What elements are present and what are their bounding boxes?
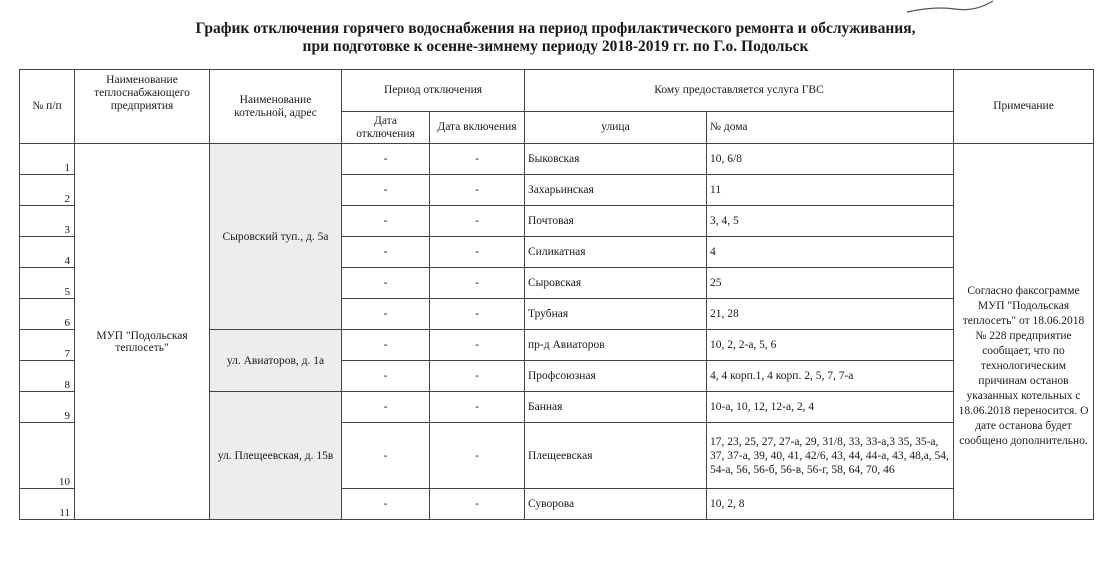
header-num: № п/п: [20, 70, 75, 144]
house-numbers: 4: [707, 237, 954, 268]
date-off: -: [342, 268, 430, 299]
pen-mark: [905, 0, 995, 14]
date-on: -: [430, 299, 525, 330]
row-number: 8: [20, 361, 75, 392]
header-house: № дома: [707, 112, 954, 144]
street: Силикатная: [525, 237, 707, 268]
header-note: Примечание: [954, 70, 1094, 144]
street: Сыровская: [525, 268, 707, 299]
row-number: 4: [20, 237, 75, 268]
row-number: 2: [20, 175, 75, 206]
date-on: -: [430, 268, 525, 299]
house-numbers: 10, 6/8: [707, 144, 954, 175]
house-numbers: 4, 4 корп.1, 4 корп. 2, 5, 7, 7-а: [707, 361, 954, 392]
house-numbers: 25: [707, 268, 954, 299]
date-on: -: [430, 330, 525, 361]
street: Суворова: [525, 489, 707, 520]
date-on: -: [430, 175, 525, 206]
date-off: -: [342, 392, 430, 423]
header-date-off: Дата отключения: [342, 112, 430, 144]
header-service: Кому предоставляется услуга ГВС: [525, 70, 954, 112]
street: Плещеевская: [525, 423, 707, 489]
street: Профсоюзная: [525, 361, 707, 392]
enterprise-cell: МУП "Подольская теплосеть": [75, 144, 210, 520]
date-off: -: [342, 489, 430, 520]
boiler-cell: ул. Авиаторов, д. 1а: [210, 330, 342, 392]
house-numbers: 10, 2, 2-а, 5, 6: [707, 330, 954, 361]
header-boiler: Наименование котельной, адрес: [210, 70, 342, 144]
date-off: -: [342, 144, 430, 175]
house-numbers: 11: [707, 175, 954, 206]
row-number: 6: [20, 299, 75, 330]
date-off: -: [342, 423, 430, 489]
date-off: -: [342, 361, 430, 392]
street: Трубная: [525, 299, 707, 330]
row-number: 9: [20, 392, 75, 423]
date-off: -: [342, 237, 430, 268]
house-numbers: 10, 2, 8: [707, 489, 954, 520]
house-numbers: 10-а, 10, 12, 12-а, 2, 4: [707, 392, 954, 423]
street: Быковская: [525, 144, 707, 175]
house-numbers: 21, 28: [707, 299, 954, 330]
title-line-2: при подготовке к осенне-зимнему периоду 2018-2019 гг. по Г.о. Подольск: [302, 38, 809, 55]
boiler-cell: Сыровский туп., д. 5а: [210, 144, 342, 330]
row-number: 11: [20, 489, 75, 520]
date-on: -: [430, 206, 525, 237]
date-on: -: [430, 361, 525, 392]
row-number: 1: [20, 144, 75, 175]
header-date-on: Дата включения: [430, 112, 525, 144]
street: Банная: [525, 392, 707, 423]
date-on: -: [430, 423, 525, 489]
row-number: 5: [20, 268, 75, 299]
house-numbers: 17, 23, 25, 27, 27-а, 29, 31/8, 33, 33-а,3 35, 35-а, 37, 37-а, 39, 40, 41, 42/6, 43, 44, 44-а, 43, 48,а, 54, 54-а, 56, 56-б, 56-в, 56-г, 58, 64, 70, 46: [707, 423, 954, 489]
note-cell: Согласно факсограмме МУП "Подольская теплосеть" от 18.06.2018 № 228 предприятие сообщает, что по технологическим причинам останов указанных котельных с 18.06.2018 переносится. О дате останова будет сообщено дополнительно.: [954, 144, 1094, 520]
document-title: [0, 20, 1111, 56]
street: Захарьинская: [525, 175, 707, 206]
date-off: -: [342, 330, 430, 361]
header-row-1: [20, 70, 1094, 112]
street: Почтовая: [525, 206, 707, 237]
date-on: -: [430, 237, 525, 268]
boiler-cell: ул. Плещеевская, д. 15в: [210, 392, 342, 520]
street: пр-д Авиаторов: [525, 330, 707, 361]
table-row: [20, 144, 1094, 175]
title-line-1: График отключения горячего водоснабжения на период профилактического ремонта и обслуживания,: [195, 20, 916, 37]
row-number: 3: [20, 206, 75, 237]
date-on: -: [430, 144, 525, 175]
house-numbers: 3, 4, 5: [707, 206, 954, 237]
header-period: Период отключения: [342, 70, 525, 112]
date-off: -: [342, 206, 430, 237]
row-number: 7: [20, 330, 75, 361]
header-street: улица: [525, 112, 707, 144]
date-on: -: [430, 489, 525, 520]
header-enterprise: Наименование теплоснабжающего предприятия: [75, 70, 210, 144]
row-number: 10: [20, 423, 75, 489]
date-off: -: [342, 299, 430, 330]
schedule-table: [19, 69, 1094, 520]
date-off: -: [342, 175, 430, 206]
date-on: -: [430, 392, 525, 423]
